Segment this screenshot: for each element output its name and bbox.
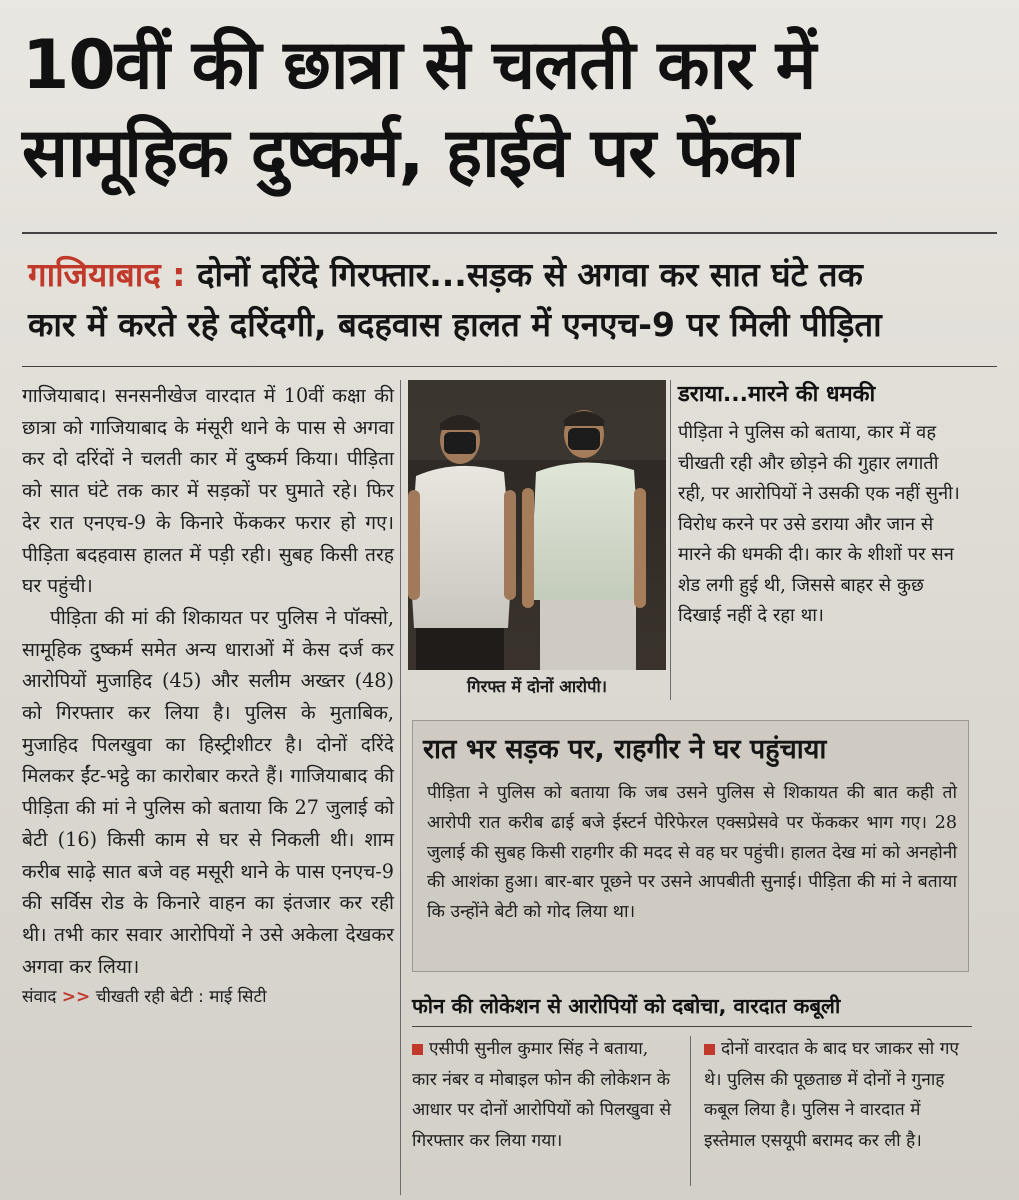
arrest-story-col-2-text: दोनों वारदात के बाद घर जाकर सो गए थे। पुलिस की पूछताछ में दोनों ने गुनाह कबूल लिया है। पुलिस ने वारदात में इस्तेमाल एसयूपी बरामद कर ली है। — [704, 1039, 959, 1151]
arrest-story-col-1-text: एसीपी सुनील कुमार सिंह ने बताया, कार नंबर व मोबाइल फोन की लोकेशन के आधार पर दोनों आरोपियों को पिलखुवा से गिरफ्तार कर लिया गया। — [412, 1039, 672, 1151]
subheadline-line-1 — [28, 250, 988, 300]
credit-label: संवाद — [22, 987, 57, 1008]
subheadline-text-1: दोनों दरिंदे गिरफ्तार...सड़क से अगवा कर सात घंटे तक — [185, 255, 863, 294]
headline-divider — [22, 232, 997, 234]
arrest-heading-divider — [412, 1026, 972, 1027]
box-story-text: पीड़िता ने पुलिस को बताया कि जब उसने पुलिस से शिकायत की बात कही तो आरोपी रात करीब ढाई बजे ईस्टर्न पेरिफेरल एक्सप्रेसवे पर फेंककर भाग गए। 28 जुलाई की सुबह किसी राहगीर की मदद से वह घर पहुंची। हालत देख मां को अनहोनी की आशंका हुआ। बार-बार पूछने पर उसने आपबीती सुनाई। पीड़िता की मां ने बताया कि उन्होंने बेटी को गोद लिया था। — [427, 783, 957, 923]
subheadline — [28, 250, 988, 350]
credit-text: चीखती रही बेटी : माई सिटी — [95, 987, 267, 1008]
column-divider-1 — [400, 380, 401, 1195]
arrest-story-heading: फोन की लोकेशन से आरोपियों को दबोचा, वारदात कबूली — [412, 994, 841, 1018]
photo-caption: गिरफ्त में दोनों आरोपी। — [467, 677, 607, 696]
main-story-column — [22, 380, 394, 1195]
subhead-divider — [22, 366, 997, 367]
photo-image — [408, 380, 666, 670]
arrest-story-col-1 — [412, 1034, 674, 1156]
column-divider-3 — [690, 1036, 691, 1186]
side-story-heading: डराया...मारने की धमकी — [678, 382, 876, 407]
main-story-para-1: गाजियाबाद। सनसनीखेज वारदात में 10वीं कक्षा की छात्रा को गाजियाबाद के मंसूरी थाने के पास से अगवा कर दो दरिंदों ने चलती कार में दुष्कर्म किया। पीड़िता को सात घंटे तक कार में सड़कों पर घुमाते रहे। फिर देर रात एनएच-9 के किनारे फेंककर फरार हो गए। पीड़िता बदहवास हालत में पड़ी रही। सुबह किसी तरह घर पहुंची। — [22, 384, 394, 598]
column-divider-2 — [670, 380, 671, 700]
accused-photo — [408, 380, 666, 670]
headline — [22, 22, 997, 198]
arrest-story-col-2 — [704, 1034, 966, 1156]
story-credit — [22, 982, 394, 1014]
dateline-place: गाजियाबाद : — [28, 255, 186, 294]
side-story-text: पीड़िता ने पुलिस को बताया, कार में वह चीखती रही और छोड़ने की गुहार लगाती रही, पर आरोपियों ने उसकी एक नहीं सुनी। विरोध करने पर उसे डराया और जान से मारने की धमकी दी। कार के शीशों पर सन शेड लगी हुई थी, जिससे बाहर से कुछ दिखाई नहीं दे रहा था। — [678, 422, 960, 626]
box-story-title: रात भर सड़क पर, राहगीर ने घर पहुंचाया — [423, 734, 827, 765]
highlight-box — [412, 720, 969, 972]
credit-arrow-icon: >> — [61, 987, 91, 1008]
bullet-icon — [412, 1044, 423, 1055]
headline-line-2: सामूहिक दुष्कर्म, हाईवे पर फेंका — [22, 114, 798, 193]
headline-line-1: 10वीं की छात्रा से चलती कार में — [22, 26, 816, 105]
main-story-para-2: पीड़िता की मां की शिकायत पर पुलिस ने पॉक्सो, सामूहिक दुष्कर्म समेत अन्य धाराओं में केस दर्ज कर आरोपियों मुजाहिद (45) और सलीम अख्तर (48) को गिरफ्तार कर लिया है। पुलिस के मुताबिक, मुजाहिद पिलखुवा का हिस्ट्रीशीटर है। दोनों दरिंदे मिलकर ईंट-भट्ठे का कारोबार करते हैं। गाजियाबाद की पीड़िता की मां ने पुलिस को बताया कि 27 जुलाई को बेटी (16) किसी काम से घर से निकली थी। शाम करीब साढ़े सात बजे वह मसूरी थाने के पास एनएच-9 की सर्विस रोड के किनारे वाहन का इंतजार कर रही थी। तभी कार सवार आरोपियों ने उसे अकेला देखकर अगवा कर लिया। — [22, 605, 394, 978]
bullet-icon — [704, 1044, 715, 1055]
subheadline-line-2: कार में करते रहे दरिंदगी, बदहवास हालत में एनएच-9 पर मिली पीड़िता — [28, 305, 882, 344]
